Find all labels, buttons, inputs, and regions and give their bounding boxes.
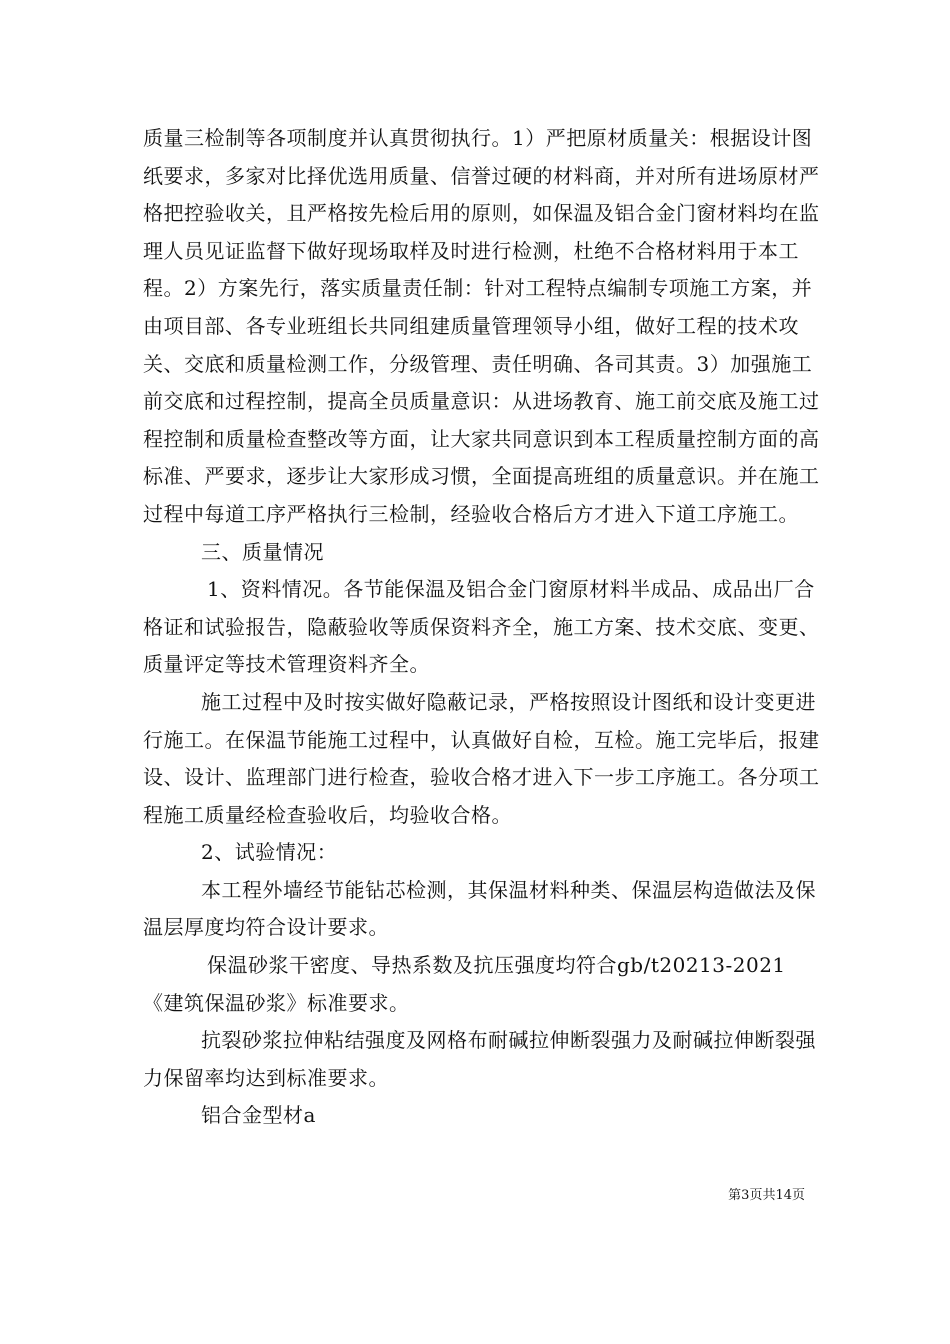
paragraph-quality-measures: 质量三检制等各项制度并认真贯彻执行。1）严把原材质量关：根据设计图纸要求，多家对比择优选用质量、信誉过硬的材料商，并对所有进场原材严格把控验收关，且严格按先检后用的原则，如保温及铝合金门窗材料均在监理人员见证监督下做好现场取样及时进行检测，杜绝不合格材料用于本工程。2）方案先行，落实质量责任制：针对工程特点编制专项施工方案，并由项目部、各专业班组长共同组建质量管理领导小组，做好工程的技术攻关、交底和质量检测工作，分级管理、责任明确、各司其责。3）加强施工前交底和过程控制，提高全员质量意识：从进场教育、施工前交底及施工过程控制和质量检查整改等方面，让大家共同意识到本工程质量控制方面的高标准、严要求，逐步让大家形成习惯，全面提高班组的质量意识。并在施工过程中每道工序严格执行三检制，经验收合格后方才进入下道工序施工。 [143,126,820,526]
section-heading-quality-status: 三、质量情况 [201,539,324,564]
paragraph-documentation: 1、资料情况。各节能保温及铝合金门窗原材料半成品、成品出厂合格证和试验报告，隐蔽验收等质保资料齐全，施工方案、技术交底、变更、质量评定等技术管理资料齐全。 [143,577,820,677]
paragraph-crack-resistant-mortar: 抗裂砂浆拉伸粘结强度及网格布耐碱拉伸断裂强力及耐碱拉伸断裂强力保留率均达到标准要求。 [143,1028,816,1090]
subheading-test-status: 2、试验情况： [201,840,338,865]
page-number: 第3页共14页 [728,1188,805,1203]
paragraph-insulation-mortar: 保温砂浆干密度、导热系数及抗压强度均符合gb/t20213-2021《建筑保温砂浆》标准要求。 [143,953,786,1015]
paragraph-aluminum-profile: 铝合金型材a [201,1103,316,1128]
paragraph-core-drilling-test: 本工程外墙经节能钻芯检测，其保温材料种类、保温层构造做法及保温层厚度均符合设计要求。 [143,877,816,940]
paragraph-construction-process: 施工过程中及时按实做好隐蔽记录，严格按照设计图纸和设计变更进行施工。在保温节能施工过程中，认真做好自检，互检。施工完毕后，报建设、设计、监理部门进行检查，验收合格才进入下一步工序施工。各分项工程施工质量经检查验收后，均验收合格。 [143,689,820,827]
document-body [143,120,823,1135]
